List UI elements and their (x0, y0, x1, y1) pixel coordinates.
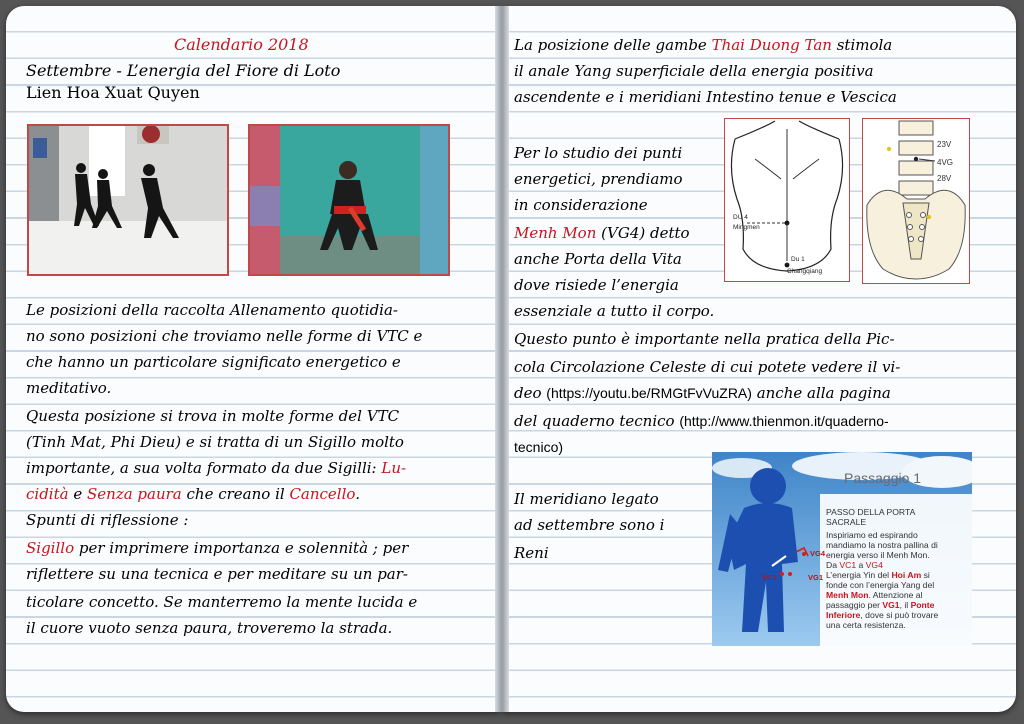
figure-label-vg4: VG4 (810, 549, 826, 558)
label-23v: 23V (937, 140, 952, 149)
study-line-7: essenziale a tutto il corpo. (514, 302, 715, 320)
right-intro-line-1 (514, 32, 892, 59)
text-segment: Da (826, 560, 840, 570)
label-mingmen: Mingmen (733, 224, 760, 231)
text-segment: e (68, 485, 87, 503)
text-segment: stimola (831, 36, 893, 54)
text-segment: , il (899, 600, 911, 610)
left-paragraph-3-line-1 (26, 535, 408, 562)
text-segment: L’energia Yin del (826, 570, 892, 580)
text-segment: del quaderno tecnico (514, 412, 680, 430)
text-hoi-am: Hoi Am (891, 570, 922, 580)
left-paragraph-1-line-1: Le posizioni della raccolta Allenamento quotidia- (26, 301, 398, 319)
text-segment: per imprimere importanza e solennità ; per (74, 539, 409, 557)
master-pose-illustration (250, 126, 448, 274)
passaggio-text-9 (826, 610, 938, 621)
right-intro-line-2: il anale Yang superficiale della energia positiva (514, 62, 874, 80)
passaggio-text-8 (826, 600, 934, 611)
sacrum-anatomy-drawing (863, 119, 969, 283)
back-anatomy-drawing (725, 119, 849, 281)
label-28v: 28V (937, 174, 952, 183)
back-points-diagram (724, 118, 850, 282)
text-menh-mon: Menh Mon (514, 224, 597, 242)
label-du1: Du 1 (791, 256, 805, 263)
quaderno-link[interactable]: (http://www.thienmon.it/quaderno- (679, 413, 889, 429)
month-subtitle: Settembre - L’energia del Fiore di Loto (26, 61, 341, 80)
passaggio-text-3: energia verso il Menh Mon. (826, 550, 930, 560)
passaggio-text-7 (826, 590, 922, 601)
text-cancello: Cancello (289, 485, 356, 503)
text-vg4: VG4 (865, 560, 883, 570)
left-paragraph-3-line-4: il cuore vuoto senza paura, troveremo la strada. (26, 619, 393, 637)
text-segment: importante, a sua volta formato da due Sigilli: (26, 459, 382, 477)
text-segment: che creano il (181, 485, 290, 503)
calendar-title: Calendario 2018 (174, 35, 309, 54)
meridian-line-2: ad settembre sono i (514, 516, 665, 534)
text-segment: (VG4) detto (596, 224, 690, 242)
left-paragraph-1-line-4: meditativo. (26, 379, 112, 397)
right-intro-line-3: ascendente e i meridiani Intestino tenue e Vescica (514, 88, 897, 106)
text-senza-paura: Senza paura (87, 485, 182, 503)
form-name: Lien Hoa Xuat Quyen (26, 83, 200, 102)
notebook-spine (495, 6, 509, 712)
left-paragraph-2-line-3 (26, 455, 406, 482)
left-paragraph-1-line-2: no sono posizioni che troviamo nelle forme di VTC e (26, 327, 423, 345)
text-lucidita-part1: Lu- (381, 459, 407, 477)
passaggio-text-5 (826, 570, 930, 581)
passaggio-text-2: mandiamo la nostra pallina di (826, 540, 938, 550)
label-du4: DU 4 (733, 214, 748, 221)
text-segment: anche alla pagina (751, 384, 891, 402)
text-segment: . Attenzione al (868, 590, 923, 600)
passaggio-heading: Passaggio 1 (844, 470, 922, 486)
study-line-1: Per lo studio dei punti (514, 144, 683, 162)
text-segment: La posizione delle gambe (514, 36, 712, 54)
label-4vg: 4VG (937, 158, 954, 167)
text-vg1: VG1 (882, 600, 900, 610)
text-segment: deo (514, 384, 547, 402)
text-ponte: Ponte (910, 600, 935, 610)
text-segment: . (355, 485, 360, 503)
passaggio-text-6: fonde con l’energia Yang del (826, 580, 935, 590)
point-line-1: Questo punto è importante nella pratica della Pic- (514, 330, 895, 348)
passaggio-text-1: Inspiriamo ed espirando (826, 530, 918, 540)
study-line-4 (514, 220, 690, 247)
text-thai-duong-tan: Thai Duong Tan (711, 36, 832, 54)
passaggio-text-10: una certa resistenza. (826, 620, 906, 630)
meridian-line-3: Reni (514, 544, 549, 562)
left-paragraph-3-line-2: riflettere su una tecnica e per meditare su un par- (26, 565, 408, 583)
point-line-3 (514, 380, 891, 407)
left-paragraph-2-line-4 (26, 481, 360, 508)
study-line-3: in considerazione (514, 196, 648, 214)
figure-label-vc1: VC1 (762, 573, 777, 582)
study-line-6: dove risiede l’energia (514, 276, 679, 294)
text-vc1: VC1 (839, 560, 857, 570)
youtube-link[interactable]: (https://youtu.be/RMGtFvVuZRA) (546, 385, 752, 401)
meridian-line-1: Il meridiano legato (514, 490, 659, 508)
left-paragraph-2-line-2: (Tinh Mat, Phi Dieu) e si tratta di un Sigillo molto (26, 433, 404, 451)
passaggio-text-4 (826, 560, 883, 571)
text-segment: , dove si può trovare (860, 610, 939, 620)
photo-master-pose (248, 124, 450, 276)
photo-group-training (27, 124, 229, 276)
text-segment: a (856, 560, 866, 570)
text-sigillo: Sigillo (26, 539, 75, 557)
reflection-heading: Spunti di riflessione : (26, 511, 189, 529)
left-paragraph-1-line-3: che hanno un particolare significato energetico e (26, 353, 401, 371)
label-changqiang: Changqiang (787, 268, 823, 275)
left-paragraph-3-line-3: ticolare concetto. Se manterremo la mente lucida e (26, 593, 418, 611)
left-paragraph-2-line-1: Questa posizione si trova in molte forme del VTC (26, 407, 400, 425)
point-line-4 (514, 408, 889, 435)
study-line-5: anche Porta della Vita (514, 250, 682, 268)
passaggio-info-card (712, 452, 972, 646)
text-lucidita-part2: cidità (26, 485, 69, 503)
study-line-2: energetici, prendiamo (514, 170, 683, 188)
passaggio-subtitle-1: PASSO DELLA PORTA (826, 507, 916, 517)
sacrum-points-diagram (862, 118, 970, 284)
quaderno-link-continued[interactable]: tecnico) (514, 439, 564, 455)
group-training-illustration (29, 126, 227, 274)
passaggio-subtitle-2: SACRALE (826, 517, 867, 527)
text-segment: passaggio per (826, 600, 883, 610)
text-segment: si (921, 570, 930, 580)
text-menh-mon-card: Menh Mon (826, 590, 869, 600)
text-inferiore: Inferiore (826, 610, 861, 620)
point-line-2: cola Circolazione Celeste di cui potete vedere il vi- (514, 358, 901, 376)
figure-label-vg1: VG1 (808, 573, 824, 582)
